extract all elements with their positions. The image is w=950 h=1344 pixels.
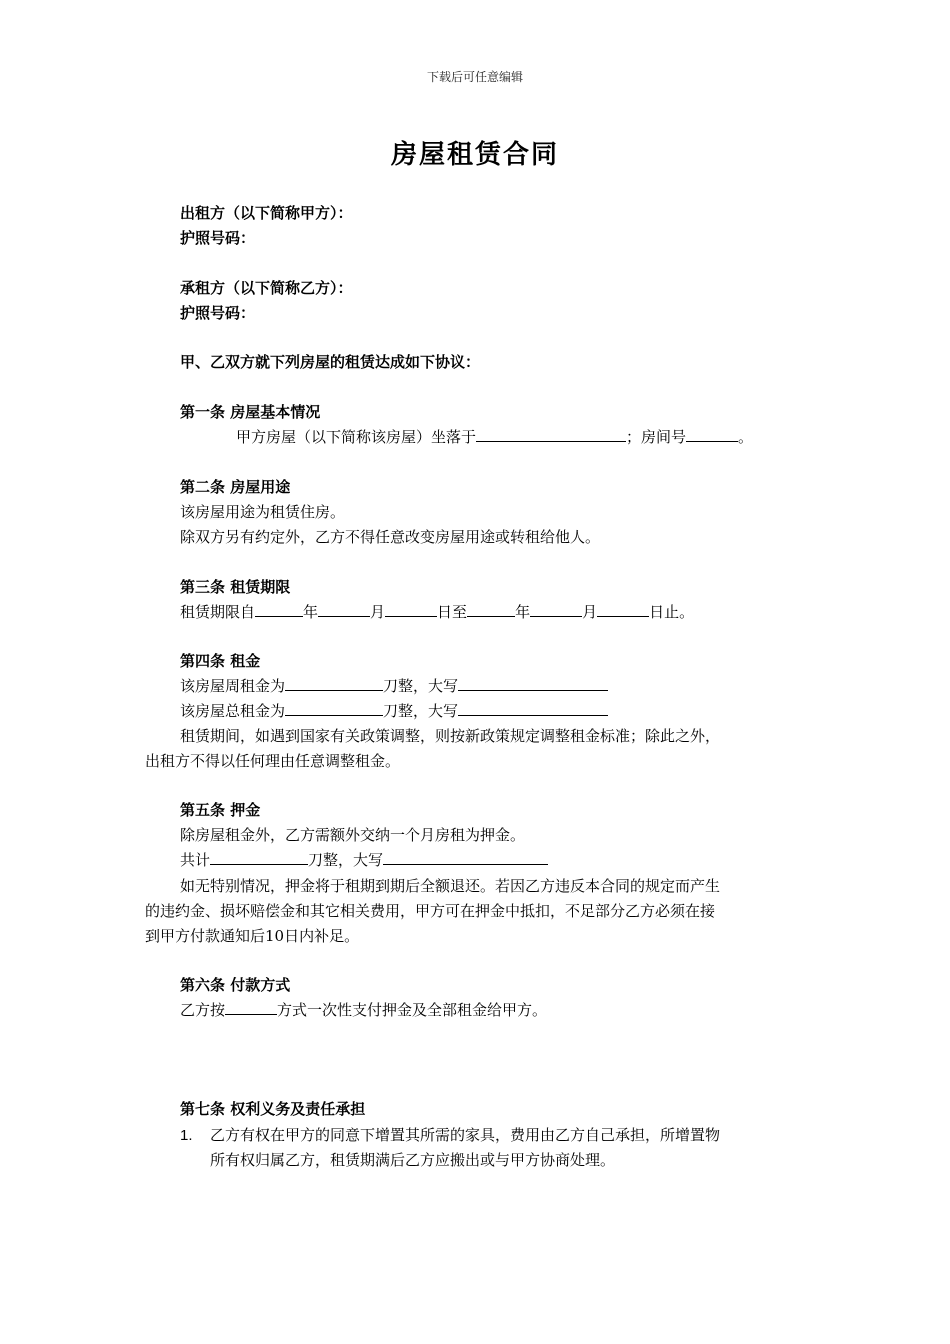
article-7-item-1-line-1: 乙方有权在甲方的同意下增置其所需的家具，费用由乙方自己承担，所增置物 (210, 1126, 721, 1144)
payment-method-blank (225, 1000, 277, 1015)
end-year-blank (467, 602, 515, 617)
article-3-heading: 第三条 租赁期限 (180, 578, 291, 596)
payment-method-line (180, 1000, 547, 1020)
month-label: 月 (582, 603, 598, 621)
end-day-blank (597, 602, 649, 617)
end-month-blank (530, 602, 582, 617)
weekly-rent-caps-label: 刀整，大写 (383, 677, 459, 695)
year-label: 年 (515, 603, 531, 621)
article-1-text (236, 427, 753, 447)
article-1-heading: 第一条 房屋基本情况 (180, 403, 321, 421)
article-2-line-2: 除双方另有约定外，乙方不得任意改变房屋用途或转租给他人。 (180, 528, 601, 546)
article-1-text-b: ；房间号 (626, 428, 687, 446)
deposit-sum-label: 共计 (180, 851, 211, 869)
start-year-blank (255, 602, 303, 617)
article-5-para-line-2: 的违约金、损坏赔偿金和其它相关费用，甲方可在押金中抵扣，不足部分乙方必须在接 (145, 902, 716, 920)
article-7-item-1 (180, 1125, 720, 1146)
article-2-heading: 第二条 房屋用途 (180, 478, 291, 496)
deposit-sum-line (180, 850, 548, 870)
weekly-rent-line (180, 676, 608, 696)
deposit-caps-label: 刀整，大写 (308, 851, 384, 869)
start-day-blank (385, 602, 437, 617)
start-month-blank (318, 602, 370, 617)
weekly-rent-caps-blank (458, 676, 608, 691)
deposit-amount-blank (210, 850, 308, 865)
lease-period-label: 租赁期限自 (180, 603, 256, 621)
day-to-label: 日至 (437, 603, 468, 621)
document-title: 房屋租赁合同 (390, 140, 559, 170)
article-4-para-line-1: 租赁期间，如遇到国家有关政策调整，则按新政策规定调整租金标准；除此之外， (180, 727, 721, 745)
article-4-heading: 第四条 租金 (180, 652, 261, 670)
lessor-label: 出租方（以下简称甲方）： (180, 204, 353, 222)
intro-text: 甲、乙双方就下列房屋的租赁达成如下协议： (180, 353, 481, 371)
article-2-line-1: 该房屋用途为租赁住房。 (180, 503, 346, 521)
lessor-passport-label: 护照号码： (180, 229, 256, 247)
article-6-heading: 第六条 付款方式 (180, 976, 291, 994)
total-rent-caps-label: 刀整，大写 (383, 702, 459, 720)
article-1-text-c: 。 (738, 428, 754, 446)
total-rent-line (180, 701, 608, 721)
day-end-label: 日止。 (649, 603, 695, 621)
month-label: 月 (370, 603, 386, 621)
article-5-heading: 第五条 押金 (180, 801, 261, 819)
payment-method-label: 乙方按 (180, 1001, 226, 1019)
total-rent-label: 该房屋总租金为 (180, 702, 286, 720)
total-rent-caps-blank (458, 701, 608, 716)
header-note: 下载后可任意编辑 (426, 70, 523, 84)
article-5-line-1: 除房屋租金外，乙方需额外交纳一个月房租为押金。 (180, 826, 526, 844)
weekly-rent-amount-blank (285, 676, 383, 691)
payment-method-text: 方式一次性支付押金及全部租金给甲方。 (277, 1001, 548, 1019)
article-5-para-line-1: 如无特别情况，押金将于租期到期后全额退还。若因乙方违反本合同的规定而产生 (180, 877, 721, 895)
total-rent-amount-blank (285, 701, 383, 716)
item-number: 1. (180, 1127, 193, 1144)
location-blank (476, 427, 626, 442)
article-1-text-a: 甲方房屋（以下简称该房屋）坐落于 (236, 428, 477, 446)
room-number-blank (686, 427, 738, 442)
article-4-para-line-2: 出租方不得以任何理由任意调整租金。 (145, 752, 401, 770)
article-5-para-line-3: 到甲方付款通知后10日内补足。 (145, 927, 360, 945)
deposit-caps-blank (383, 850, 548, 865)
lessee-label: 承租方（以下简称乙方）： (180, 279, 353, 297)
weekly-rent-label: 该房屋周租金为 (180, 677, 286, 695)
article-7-item-1-line-2: 所有权归属乙方，租赁期满后乙方应搬出或与甲方协商处理。 (210, 1151, 616, 1169)
lease-period-line (180, 602, 694, 622)
year-label: 年 (303, 603, 319, 621)
article-7-heading: 第七条 权利义务及责任承担 (180, 1100, 366, 1118)
lessee-passport-label: 护照号码： (180, 304, 256, 322)
